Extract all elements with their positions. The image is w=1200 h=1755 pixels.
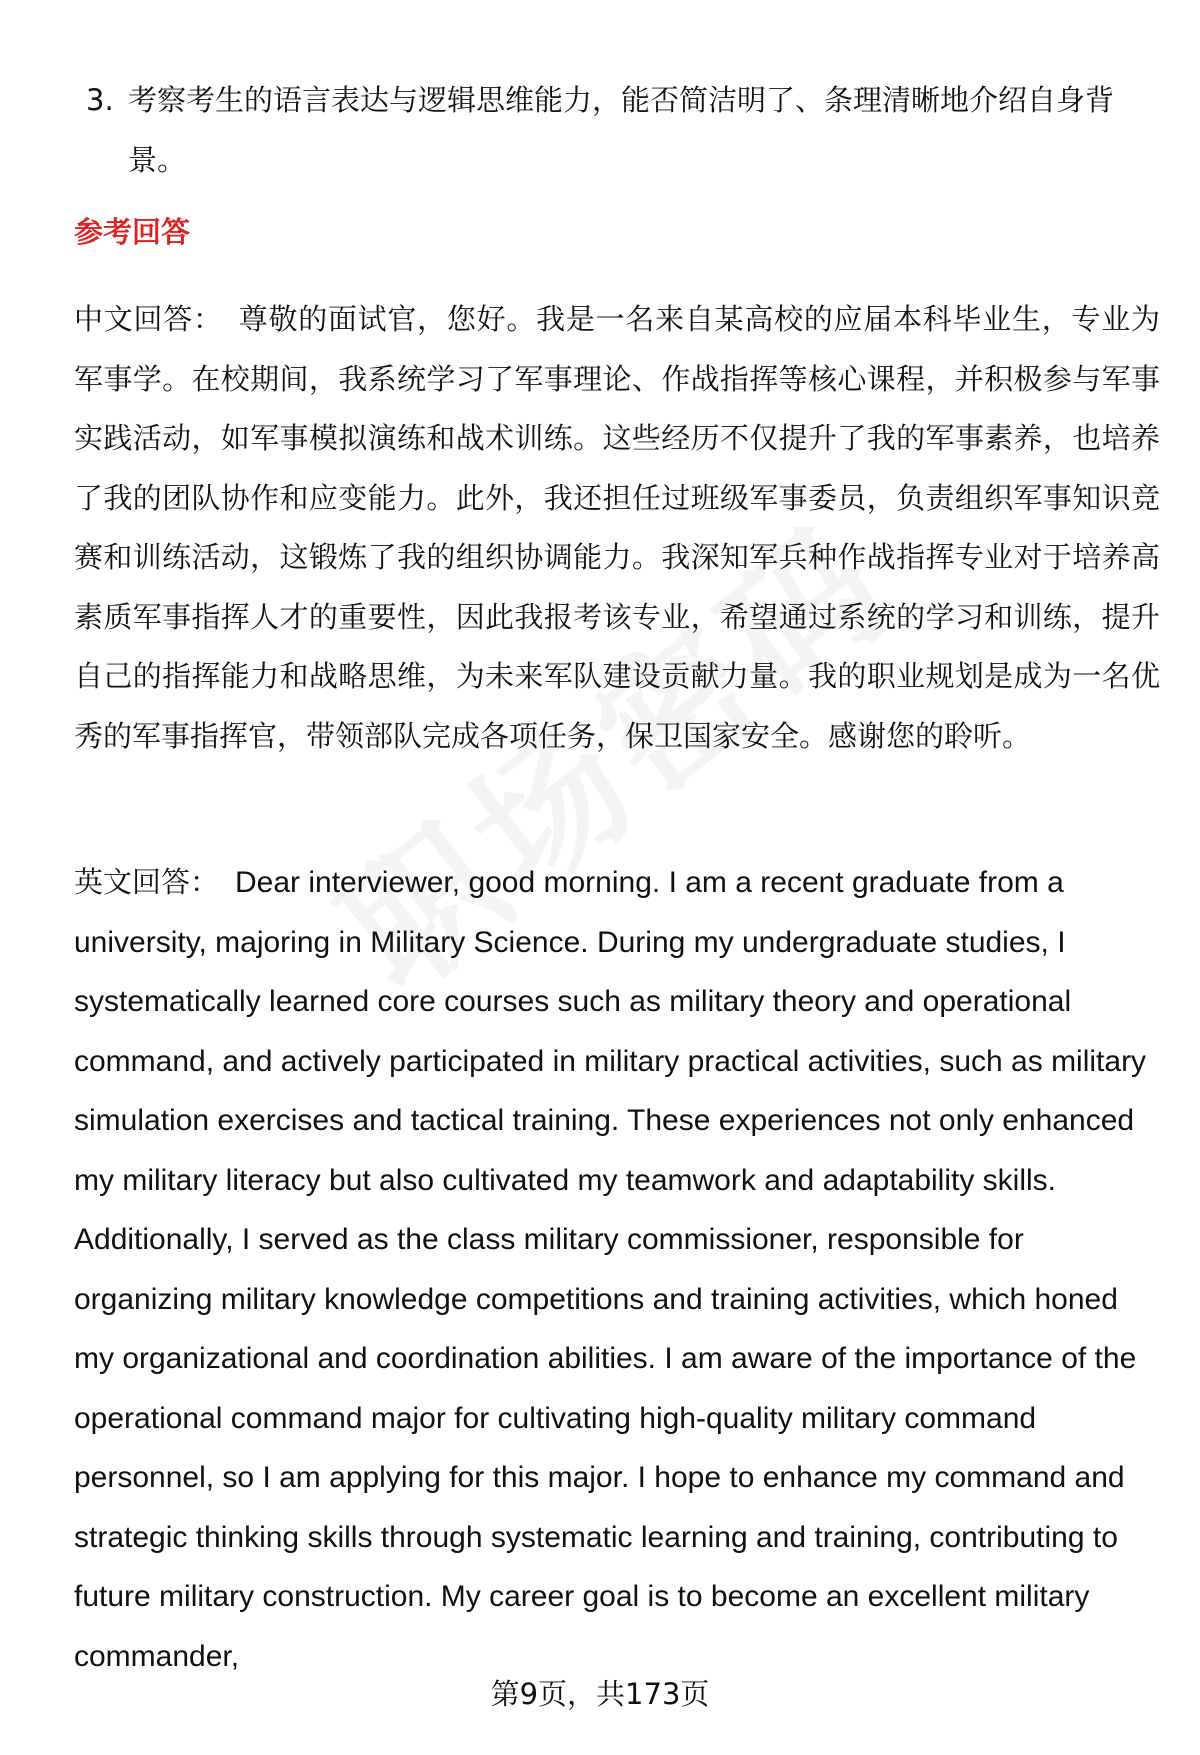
list-item-number: 3. [86, 83, 114, 117]
chinese-answer-paragraph [74, 290, 1160, 766]
chinese-answer-text: 尊敬的面试官，您好。我是一名来自某高校的应届本科毕业生，专业为军事学。在校期间，我系统学习了军事理论、作战指挥等核心课程，并积极参与军事实践活动，如军事模拟演练和战术训练。这些经历不仅提升了我的军事素养，也培养了我的团队协作和应变能力。此外，我还担任过班级军事委员，负责组织军事知识竞赛和训练活动，这锻炼了我的组织协调能力。我深知军兵种作战指挥专业对于培养高素质军事指挥人才的重要性，因此我报考该专业，希望通过系统的学习和训练，提升自己的指挥能力和战略思维，为未来军队建设贡献力量。我的职业规划是成为一名优秀的军事指挥官，带领部队完成各项任务，保卫国家安全。感谢您的聆听。 [74, 302, 1160, 753]
page-footer: 第9页，共173页 [490, 1677, 710, 1711]
chinese-answer-label: 中文回答： [74, 302, 223, 336]
list-item-text: 考察考生的语言表达与逻辑思维能力，能否简洁明了、条理清晰地介绍自身背景。 [128, 83, 1115, 177]
section-heading: 参考回答 [74, 215, 191, 249]
english-answer-paragraph [74, 853, 1160, 1686]
list-item-3 [74, 70, 1144, 190]
english-answer-text: Dear interviewer, good morning. I am a recent graduate from a university, majoring in Military Science. During my undergraduate studies, I systematically learned core courses such as military theory and operational command, and actively participated in military practical activities, such as military simulation exercises and tactical training. These experiences not only enhanced my military literacy but also cultivated my teamwork and adaptability skills. Additionally, I served as the class military commissioner, responsible for organizing military knowledge competitions and training activities, which honed my organizational and coordination abilities. I am aware of the importance of the operational command major for cultivating high-quality military command personnel, so I am applying for this major. I hope to enhance my command and strategic thinking skills through systematic learning and training, contributing to future military construction. My career goal is to become an excellent military commander, [74, 866, 1147, 1673]
english-answer-label: 英文回答： [74, 865, 220, 899]
